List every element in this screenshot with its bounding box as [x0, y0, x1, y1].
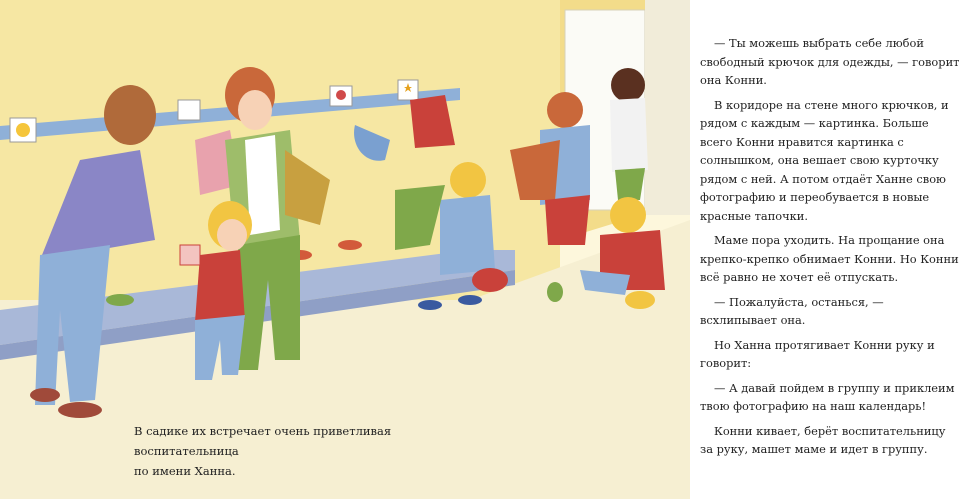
illustration-caption — [134, 421, 474, 481]
paragraph: В коридоре на стене много крючков, и рядом с каждым — картинка. Больше всего Конни нравится картинка с солнышком, она вешает свою курточку рядом с ней. А потом отдаёт Ханне свою фотографию и переобувается в новые красные тапочки. — [700, 97, 949, 223]
paragraph: — А давай пойдем в группу и приклеим твою фотографию на наш календарь! — [700, 380, 955, 413]
story-text — [700, 34, 962, 465]
paragraph: Маме пора уходить. На прощание она крепко-крепко обнимает Конни. Но Конни всё равно не хочет её отпускать. — [700, 233, 959, 284]
caption-line-1: В садике их встречает очень приветливая воспитательница — [134, 424, 392, 458]
paragraph: — Ты можешь выбрать себе любой свободный крючок для одежды, — говорит она Конни. — [700, 36, 960, 87]
paragraph: Но Ханна протягивает Конни руку и говорит: — [700, 337, 935, 370]
paragraph: Конни кивает, берёт воспитательницу за руку, машет маме и идет в группу. — [700, 423, 946, 456]
caption-line-2: по имени Ханна. — [134, 464, 236, 478]
paragraph: — Пожалуйста, останься, — всхлипывает она. — [700, 294, 884, 327]
